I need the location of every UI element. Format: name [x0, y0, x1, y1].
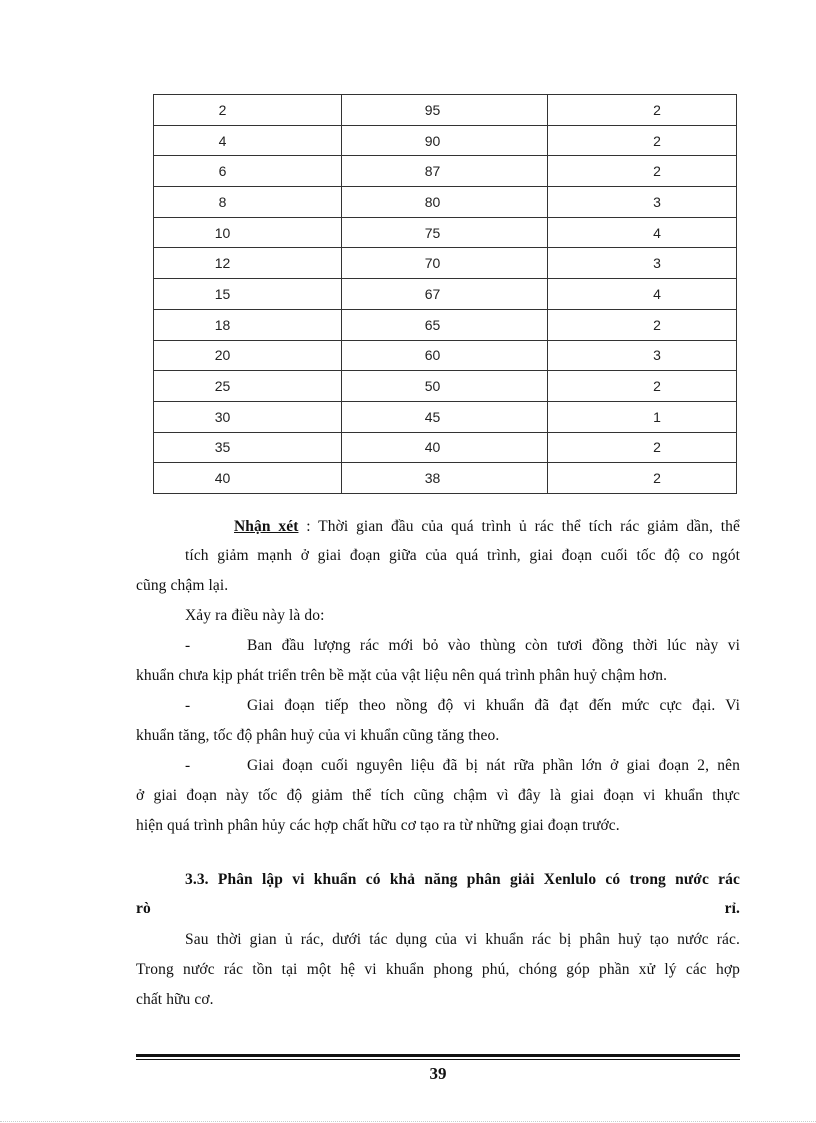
table-cell: 60: [341, 340, 547, 371]
page-number: 39: [429, 1064, 447, 1083]
table-cell: 2: [154, 95, 342, 126]
table-cell: 3: [548, 340, 737, 371]
table-cell: 30: [154, 401, 342, 432]
table-cell: 8: [154, 187, 342, 218]
section-heading-line-2: rò rỉ.: [136, 900, 740, 917]
table-cell: 67: [341, 279, 547, 310]
table-row: [154, 371, 737, 402]
table-cell: 2: [548, 432, 737, 463]
table-cell: 40: [154, 463, 342, 494]
table-cell: 2: [548, 309, 737, 340]
table-cell: 2: [548, 95, 737, 126]
table-row: [154, 156, 737, 187]
table-cell: 1: [548, 401, 737, 432]
cause-line: Xảy ra điều này là do:: [185, 607, 325, 624]
table-row: [154, 95, 737, 126]
bullet-1-first: - Ban đầu lượng rác mới bỏ vào thùng còn tươi đồng thời lúc này vi: [185, 637, 740, 654]
table-cell: 6: [154, 156, 342, 187]
remark-line-2: tích giảm mạnh ở giai đoạn giữa của quá trình, giai đoạn cuối tốc độ co ngót: [185, 547, 740, 564]
section-heading: 3.3. Phân lập vi khuẩn có khả năng phân giải Xenlulo có trong nước rác: [185, 871, 740, 888]
table-cell: 87: [341, 156, 547, 187]
table-row: [154, 187, 737, 218]
table-cell: 15: [154, 279, 342, 310]
bullet-2-first: - Giai đoạn tiếp theo nồng độ vi khuẩn đã đạt đến mức cực đại. Vi: [185, 697, 740, 714]
para-line-1: Sau thời gian ủ rác, dưới tác dụng của vi khuẩn rác bị phân huỷ tạo nước rác.: [185, 931, 740, 948]
table-cell: 80: [341, 187, 547, 218]
page-edge: [0, 1121, 816, 1122]
table-cell: 40: [341, 432, 547, 463]
table-cell: 95: [341, 95, 547, 126]
bullet-3-rest-2: hiện quá trình phân hủy các hợp chất hữu cơ tạo ra từ những giai đoạn trước.: [136, 817, 620, 834]
remark-label: Nhận xét: [234, 518, 299, 535]
table-row: [154, 463, 737, 494]
table-cell: 2: [548, 125, 737, 156]
table-row: [154, 401, 737, 432]
table-cell: 18: [154, 309, 342, 340]
bullet-3-first: - Giai đoạn cuối nguyên liệu đã bị nát rữa phần lớn ở giai đoạn 2, nên: [185, 757, 740, 774]
bullet-1-rest: khuẩn chưa kịp phát triển trên bề mặt của vật liệu nên quá trình phân huỷ chậm hơn.: [136, 667, 668, 684]
table-cell: 4: [548, 217, 737, 248]
table-cell: 25: [154, 371, 342, 402]
table-row: [154, 217, 737, 248]
table-cell: 20: [154, 340, 342, 371]
table-row: [154, 432, 737, 463]
table-row: [154, 279, 737, 310]
remark-line-3: cũng chậm lại.: [136, 577, 229, 594]
remark-line-1: Nhận xét : Thời gian đầu của quá trình ủ rác thể tích rác giảm dần, thể: [234, 518, 740, 535]
table-cell: 10: [154, 217, 342, 248]
table-cell: 90: [341, 125, 547, 156]
table-row: [154, 125, 737, 156]
bullet-3-rest-1: ở giai đoạn này tốc độ giảm thể tích cũng chậm vì đây là giai đoạn vi khuẩn thực: [136, 787, 740, 804]
footer-rule-thick: [136, 1054, 740, 1057]
table-cell: 4: [154, 125, 342, 156]
data-table: [153, 94, 737, 494]
table-row: [154, 248, 737, 279]
table-cell: 2: [548, 371, 737, 402]
table-cell: 65: [341, 309, 547, 340]
table-cell: 35: [154, 432, 342, 463]
table-cell: 38: [341, 463, 547, 494]
para-line-2: Trong nước rác tồn tại một hệ vi khuẩn phong phú, chóng góp phần xử lý các hợp: [136, 961, 740, 978]
table-cell: 3: [548, 187, 737, 218]
table-row: [154, 309, 737, 340]
table-cell: 75: [341, 217, 547, 248]
table-cell: 4: [548, 279, 737, 310]
table-row: [154, 340, 737, 371]
table-cell: 2: [548, 463, 737, 494]
table-cell: 50: [341, 371, 547, 402]
table-cell: 45: [341, 401, 547, 432]
table-cell: 3: [548, 248, 737, 279]
table-cell: 70: [341, 248, 547, 279]
table-cell: 2: [548, 156, 737, 187]
bullet-2-rest: khuẩn tăng, tốc độ phân huỷ của vi khuẩn cũng tăng theo.: [136, 727, 500, 744]
table-cell: 12: [154, 248, 342, 279]
para-line-3: chất hữu cơ.: [136, 991, 214, 1008]
footer-rule-thin: [136, 1059, 740, 1060]
